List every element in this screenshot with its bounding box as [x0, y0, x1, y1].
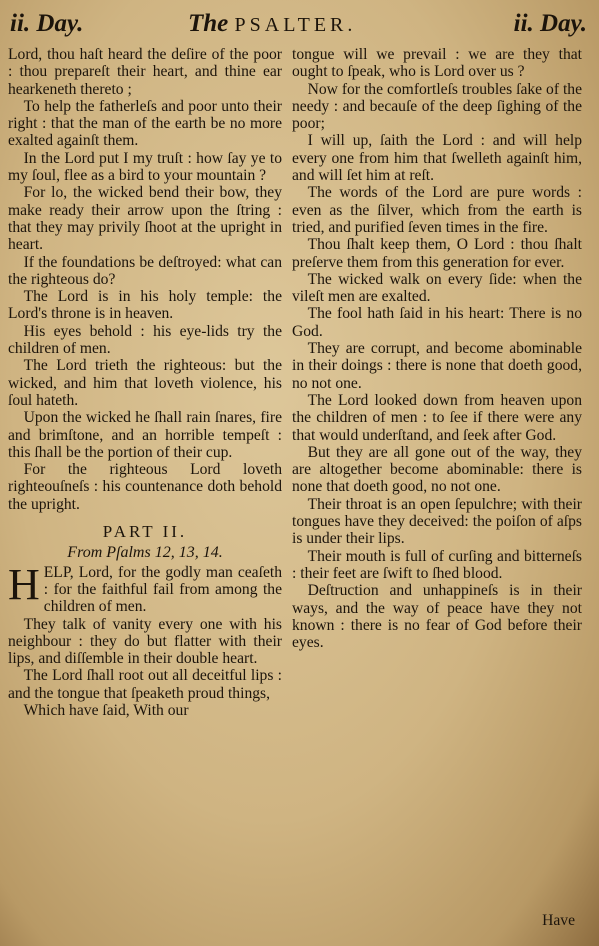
catchword: Have	[542, 912, 575, 929]
drop-cap: H	[8, 559, 40, 609]
verse-text: ELP, Lord, for the godly man ceaſeth : for the faithful fail from among the children of men.	[43, 563, 282, 616]
verse-with-drop-cap	[8, 559, 282, 616]
running-header	[10, 8, 587, 42]
header-title	[188, 10, 356, 38]
verse: Their throat is an open ſepulchre; with their tongues have they deceived: the poiſon of aſps is under their lips.	[292, 495, 582, 548]
verse: To help the fatherleſs and poor unto their right : that the man of the earth be no more exalted againſt them.	[8, 97, 282, 150]
verse: But they are all gone out of the way, they are altogether become abominable: there is none that doeth good, no not one.	[292, 443, 582, 496]
verse: The words of the Lord are pure words : even as the ſilver, which from the earth is tried, and purified ſeven times in the fire.	[292, 184, 582, 236]
header-day-left: ii. Day.	[10, 10, 84, 37]
verse: In the Lord put I my truſt : how ſay ye to my ſoul, flee as a bird to your mountain ?	[8, 149, 282, 185]
verse: The Lord ſhall root out all deceitful lips : and the tongue that ſpeaketh proud things,	[8, 667, 282, 702]
verse: Their mouth is full of curſing and bitterneſs : their feet are ſwift to ſhed blood.	[292, 547, 582, 582]
header-title-psalter: PSALTER.	[234, 14, 357, 36]
verse: They are corrupt, and become abominable in their doings : there is none that doeth good, no not one.	[292, 340, 582, 392]
left-column	[8, 46, 282, 719]
verse: For the righteous Lord loveth righteouſneſs : his countenance doth behold the upright.	[8, 461, 282, 513]
verse: Which have ſaid, With our	[23, 701, 189, 719]
verse: The wicked walk on every ſide: when the vileſt men are exalted.	[292, 270, 582, 306]
verse: I will up, ſaith the Lord : and will help every one from him that ſwelleth againſt him, and will ſet him at reſt.	[292, 132, 582, 185]
verse: They talk of vanity every one with his neighbour : they do but flatter with their lips, and diſſemble in their double heart.	[8, 615, 282, 668]
verse: The Lord trieth the righteous: but the wicked, and him that loveth violence, his ſoul hateth.	[8, 357, 282, 409]
verse: Upon the wicked he ſhall rain ſnares, fire and brimſtone, and an horrible tempeſt : this ſhall be the portion of their cup.	[8, 409, 282, 461]
psalms-reference: From Pſalms 12, 13, 14.	[67, 544, 223, 562]
verse: For lo, the wicked bend their bow, they make ready their arrow upon the ſtring : that they may privily ſhoot at the upright in heart.	[8, 184, 282, 254]
verse: If the foundations be deſtroyed: what can the righteous do?	[8, 253, 282, 288]
verse: The fool hath ſaid in his heart: There is no God.	[292, 305, 582, 340]
verse: The Lord looked down from heaven upon the children of men : to ſee if there were any that would underſtand, and ſeek after God.	[292, 391, 582, 444]
verse: The Lord is in his holy temple: the Lord's throne is in heaven.	[8, 288, 282, 323]
header-title-the: The	[188, 10, 229, 37]
header-day-right: ii. Day.	[513, 10, 587, 37]
verse: His eyes behold : his eye-lids try the children of men.	[8, 322, 282, 358]
verse: Deſtruction and unhappineſs is in their ways, and the way of peace have they not known : there is no fear of God before their eyes.	[292, 582, 582, 652]
verse: Thou ſhalt keep them, O Lord : thou ſhalt preſerve them from this generation for ever.	[292, 236, 582, 271]
part-heading: PART II.	[102, 522, 188, 542]
verse: tongue will we prevail : we are they that ought to ſpeak, who is Lord over us ?	[292, 46, 582, 81]
verse: Now for the comfortleſs troubles ſake of the needy : and becauſe of the deep ſighing of the poor;	[292, 80, 582, 133]
verse: Lord, thou haſt heard the deſire of the poor : thou prepareſt their heart, and thine ear hearkeneth thereto ;	[8, 46, 282, 98]
right-column	[292, 46, 582, 651]
